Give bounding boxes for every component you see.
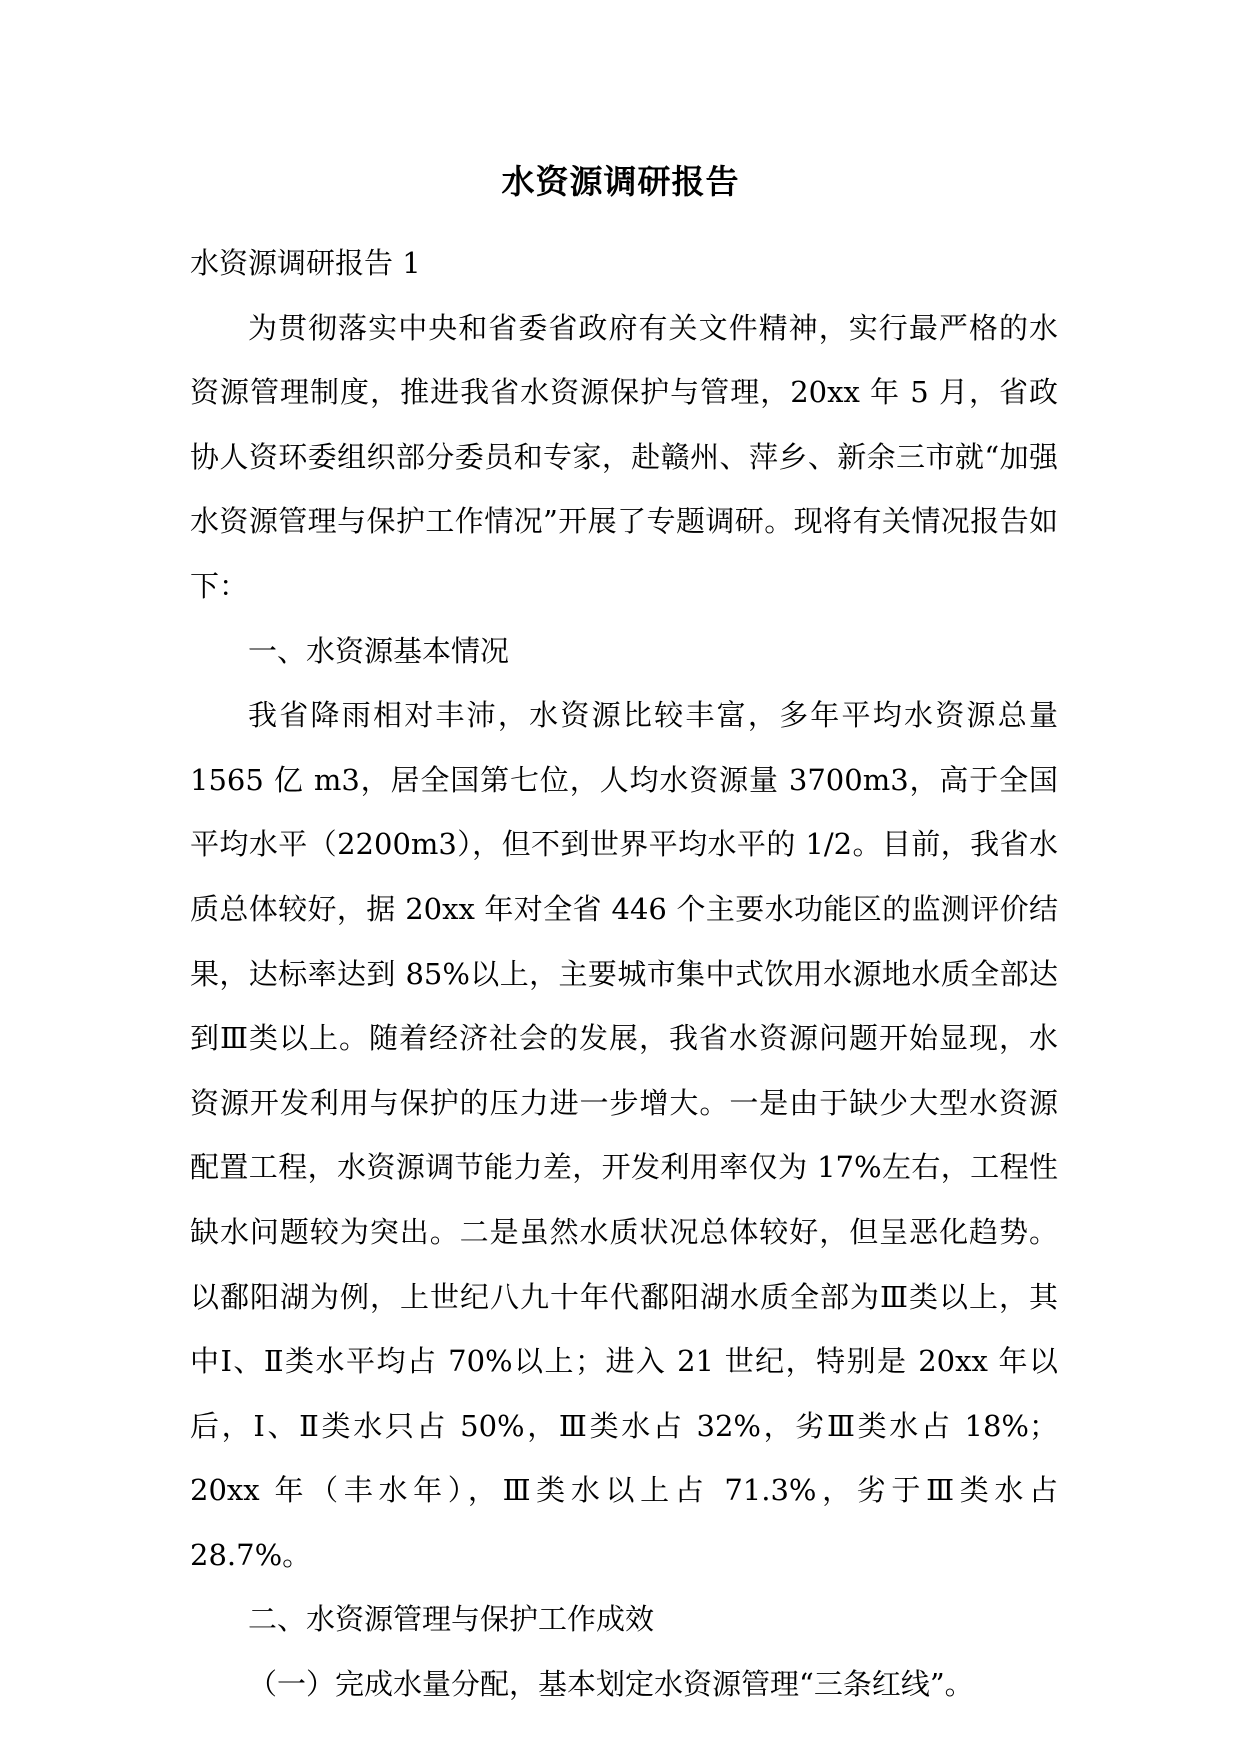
document-title: 水资源调研报告 [501, 162, 740, 201]
section-1-paragraph: 我省降雨相对丰沛，水资源比较丰富，多年平均水资源总量 1565 亿 m3，居全国第七位，人均水资源量 3700m3，高于全国平均水平（2200m3），但不到世界平均水平的 1/2。目前，我省水质总体较好，据 20xx 年对全省 446 个主要水功能区的监测评价结果，达标率达到 85%以上，主要城市集中式饮用水源地水质全部达到Ⅲ类以上。随着经济社会的发展，我省水资源问题开始显现，水资源开发利用与保护的压力进一步增大。一是由于缺少大型水资源配置工程，水资源调节能力差，开发利用率仅为 17%左右，工程性缺水问题较为突出。二是虽然水质状况总体较好，但呈恶化趋势。以鄱阳湖为例，上世纪八九十年代鄱阳湖水质全部为Ⅲ类以上，其中Ⅰ、Ⅱ类水平均占 70%以上；进入 21 世纪，特别是 20xx 年以后，Ⅰ、Ⅱ类水只占 50%，Ⅲ类水占 32%，劣Ⅲ类水占 18%；20xx 年（丰水年），Ⅲ类水以上占 71.3%，劣于Ⅲ类水占 28.7%。 [190, 698, 1058, 1572]
subsection-heading-1: （一）完成水量分配，基本划定水资源管理“三条红线”。 [248, 1667, 974, 1702]
report-subtitle: 水资源调研报告 1 [190, 246, 421, 280]
section-heading-2: 二、水资源管理与保护工作成效 [248, 1602, 655, 1637]
intro-paragraph: 为贯彻落实中央和省委省政府有关文件精神，实行最严格的水资源管理制度，推进我省水资源保护与管理，20xx 年 5 月，省政协人资环委组织部分委员和专家，赴赣州、萍乡、新余三市就“加强水资源管理与保护工作情况”开展了专题调研。现将有关情况报告如下： [190, 310, 1058, 603]
section-heading-1: 一、水资源基本情况 [248, 633, 510, 668]
document-body [190, 231, 1058, 1717]
